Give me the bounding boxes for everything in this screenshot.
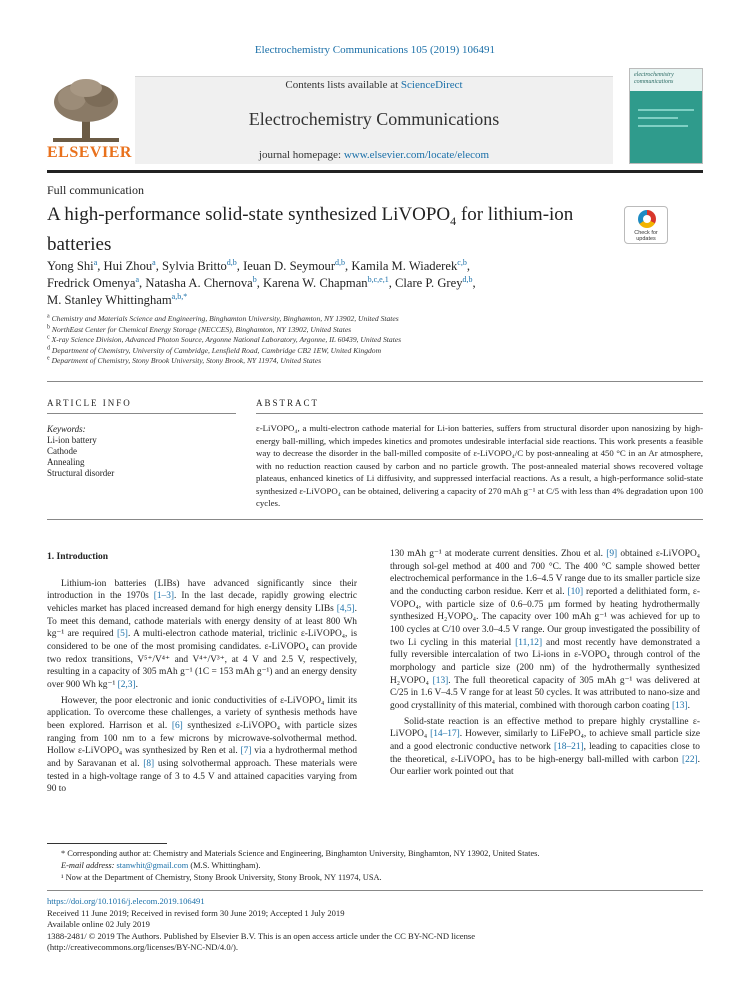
paragraph-text: synthesized ε-LiVOPO₄ with particle sizes ranging from 100 nm to a few microns by microwave-solvothermal method. Hollow ε-LiVOPO₄ was synthesized by Ren et al. — [47, 720, 357, 757]
check-updates-icon — [638, 210, 656, 228]
email-owner: (M.S. Whittingham). — [188, 861, 261, 870]
citation-link[interactable]: [9] — [606, 549, 618, 559]
contents-prefix: Contents lists available at — [285, 79, 401, 91]
paragraph-text: and most recently have demonstrated a fully reversible intercalation of two Li-ions in ε-VOPO₄ through control of the morphology and particle size (200 nm) of the hydrothermally synthesized H₂VOPO₄ — [390, 637, 700, 686]
author-affiliation-marker[interactable]: a,b,* — [171, 291, 188, 301]
author-separator: , — [472, 276, 476, 290]
affiliation-item — [47, 335, 687, 346]
author-affiliation-marker[interactable]: a — [152, 257, 156, 267]
paragraph-text: . However, similarly to LiFePO₄, to achieve small particle size and a good electronic conductive network — [390, 729, 700, 752]
author-affiliation-marker[interactable]: d,b — [226, 257, 237, 267]
author-separator: , — [256, 276, 264, 290]
body-left-column — [47, 548, 357, 799]
homepage-link[interactable]: www.elsevier.com/locate/elecom — [343, 149, 490, 161]
author-separator: , — [139, 276, 146, 290]
paragraph-text: using solvothermal approach. These materials were tested in a high-voltage range of 3 to 4.5 V and attained capacities varying from 90 to — [47, 758, 357, 795]
paragraph-text: . — [135, 679, 138, 690]
paragraph-text: 130 mAh g⁻¹ at moderate current densities. Zhou et al. — [390, 549, 607, 559]
author-name[interactable]: M. Stanley Whittingham — [47, 293, 172, 307]
tree-icon — [47, 78, 125, 144]
author-affiliation-marker[interactable]: a — [135, 274, 140, 284]
article-type: Full communication — [47, 183, 144, 197]
publisher-name: ELSEVIER — [47, 144, 132, 161]
paragraph-text: , leading to capacities close to the theoretical, ε-LiVOPO₄ has to be high-energy ball-milled with carbon — [390, 741, 700, 765]
affiliation-text: X-ray Science Division, Advanced Photon Source, Argonne National Laboratory, Argonne, IL 60439, United States — [51, 335, 402, 344]
abstract-divider — [256, 413, 703, 414]
author-name[interactable]: Natasha A. Chernova — [145, 276, 253, 290]
affiliation-item — [47, 346, 687, 357]
citation-link[interactable]: [22] — [682, 754, 698, 765]
abstract-heading: ABSTRACT — [256, 398, 320, 408]
paragraph — [390, 716, 700, 779]
article-info-divider — [47, 413, 236, 414]
paragraph-text: . To meet this demand, cathode materials with energy density of at least 800 Wh kg⁻¹ are required — [47, 603, 357, 640]
license-text: 1388-2481/ © 2019 The Authors. Published by Elsevier B.V. This is an open access article under the CC BY-NC-ND license — [47, 930, 476, 941]
citation-link[interactable]: [11,12] — [515, 637, 543, 648]
keyword-item: Structural disorder — [47, 468, 115, 478]
affiliation-text: Chemistry and Materials Science and Engineering, Binghamton University, Binghamton, NY 13902, United States — [51, 314, 399, 323]
keywords-label: Keywords: — [47, 424, 86, 434]
journal-header — [47, 68, 703, 164]
footnote-divider — [47, 843, 167, 844]
abstract-text: ε-LiVOPO₄, a multi-electron cathode material for Li-ion batteries, suffers from structural disorder upon nanosizing by high-energy ball-milling, which impedes kinetics and promotes undesirable interfacial side reactions. This work presents a feasible way to decrease the disorder in the ball-milled composite of ε-LiVOPO₄/C by post-annealing at 450 °C in an Ar atmosphere, with no reduction reaction caused by carbon and no particle growth. The post-annealed material shows recovered voltage plateaus, enhanced kinetics of Li diffusivity, and suppressed interfacial reactions. As a result, a high-performance solid-state synthesized ε-LiVOPO₄ can be obtained, delivering a capacity of 270 mAh g⁻¹ at C/5 with less than 4% degradation upon 100 cycles. — [256, 423, 703, 508]
corresponding-author-note: * Corresponding author at: Chemistry and Materials Science and Engineering, Binghamton University, Binghamton, NY 13902, United States. — [61, 849, 540, 858]
section-divider — [47, 519, 703, 520]
author-separator: , — [155, 259, 163, 273]
author-list — [47, 258, 687, 309]
header-divider — [47, 170, 703, 173]
contents-line — [135, 79, 613, 91]
paragraph-text: reported a delithiated form, ε-VOPO₄, with particle size of 0.6–0.75 μm formed by heating hydrothermally synthesized H₂VOPO₄. The capacity over 100 mAh g⁻¹ was achieved for up to 100 cycles at C/10 over 3.0–4.5 V range. Our group investigated the possibility of two Li cycling in this material — [390, 586, 700, 648]
journal-reference-link[interactable]: Electrochemistry Communications 105 (2019) 106491 — [254, 44, 496, 56]
citation-link[interactable]: [14–17] — [430, 729, 460, 740]
email-link[interactable]: stanwhit@gmail.com — [116, 861, 189, 870]
paragraph-text: obtained ε-LiVOPO₄ through sol-gel method at 400 and 700 °C. The 400 °C sample showed better electrochemical performance in the 1.6–4.5 V range due to its smaller particle size and the conducting carbon residue. Kerr et al. — [390, 549, 701, 597]
author-name[interactable]: Fredrick Omenya — [47, 276, 136, 290]
journal-title: Electrochemistry Communications — [248, 109, 500, 129]
affiliation-text: Department of Chemistry, Stony Brook University, Stony Brook, NY 11974, United States — [51, 356, 322, 365]
affiliation-item — [47, 325, 687, 336]
paragraph-text: . — [687, 700, 690, 711]
email-line — [47, 860, 703, 872]
author-name[interactable]: Karena W. Chapman — [263, 276, 368, 290]
author-separator: , — [466, 259, 470, 273]
citation-link[interactable]: [5] — [117, 629, 128, 640]
paragraph-text: . Our earlier work pointed out that — [390, 754, 700, 778]
footnotes — [47, 848, 703, 884]
author-name[interactable]: Yong Shi — [47, 259, 94, 273]
keyword-item: Li-ion battery — [47, 435, 97, 445]
affiliation-marker: d — [47, 344, 50, 351]
affiliation-text: Department of Chemistry, University of Cambridge, Lensfield Road, Cambridge CB2 1EW, United Kingdom — [51, 345, 382, 355]
citation-link[interactable]: [7] — [240, 746, 252, 757]
article-title — [47, 203, 607, 257]
cover-title: electrochemistry communications — [634, 72, 674, 85]
citation-link[interactable]: [4,5] — [336, 603, 355, 614]
received-dates: Received 11 June 2019; Received in revised form 30 June 2019; Accepted 1 July 2019 — [47, 907, 345, 918]
footnote-1: ¹ Now at the Department of Chemistry, Stony Brook University, Stony Brook, NY 11974, USA. — [61, 873, 382, 882]
title-main: A high-performance solid-state synthesized LiVOPO — [47, 204, 451, 225]
homepage-line — [135, 149, 613, 161]
author-affiliation-marker[interactable]: d,b — [462, 274, 473, 284]
author-affiliation-marker[interactable]: d,b — [335, 257, 346, 267]
citation-link[interactable]: [1–3] — [153, 591, 175, 602]
badge-label: Check for updates — [634, 230, 658, 242]
paragraph — [47, 578, 357, 692]
author-name[interactable]: Sylvia Britto — [162, 259, 227, 273]
paragraph-text: . In the last decade, rapidly growing electric vehicles market has placed increased demand for high energy density LIBs — [47, 591, 357, 614]
article-info-heading: ARTICLE INFO — [47, 398, 132, 408]
title-end: for lithium-ion batteries — [47, 204, 574, 255]
author-name[interactable]: Kamila M. Wiaderek — [351, 259, 458, 273]
citation-link[interactable]: [8] — [143, 758, 155, 769]
paragraph-text: via a hydrothermal method and by Saravanan et al. — [47, 746, 358, 769]
affiliation-marker: b — [47, 323, 50, 330]
footer-divider — [47, 890, 703, 891]
affiliation-list — [47, 314, 687, 367]
cover-decoration — [638, 125, 688, 127]
homepage-label: journal homepage: — [258, 149, 344, 161]
author-separator: , — [97, 259, 104, 273]
cover-decoration — [638, 117, 678, 119]
author-separator: , — [388, 276, 395, 290]
section-heading-introduction: 1. Introduction — [47, 552, 109, 562]
author-affiliation-marker[interactable]: b — [252, 274, 257, 284]
paragraph-text: Lithium-ion batteries (LIBs) have advanced significantly since their introduction in the 1970s — [47, 578, 357, 602]
affiliation-marker: c — [47, 334, 50, 341]
title-subscript: 4 — [450, 213, 457, 228]
paragraph — [47, 695, 357, 796]
check-for-updates-button[interactable] — [624, 206, 668, 244]
doi-link[interactable]: https://doi.org/10.1016/j.elecom.2019.106491 — [47, 896, 205, 906]
citation-link[interactable]: [13] — [671, 700, 688, 711]
citation-link[interactable]: [18–21] — [553, 741, 584, 752]
email-label: E-mail address: — [61, 861, 117, 870]
online-date: Available online 02 July 2019 — [47, 919, 150, 929]
author-affiliation-marker[interactable]: b,c,e,1 — [367, 274, 389, 284]
section-divider — [47, 381, 703, 382]
elsevier-tree-logo — [47, 78, 132, 162]
affiliation-text: NorthEast Center for Chemical Energy Storage (NECCES), Binghamton, NY 13902, United States — [51, 324, 352, 334]
journal-banner — [135, 76, 613, 164]
paragraph-text: However, the poor electronic and ionic conductivities of ε-LiVOPO₄ limit its application. To overcome these challenges, a variety of synthesis methods have been explored. Harrison et al. — [47, 695, 357, 731]
journal-cover-image[interactable] — [629, 68, 703, 164]
affiliation-marker: a — [47, 313, 50, 320]
keyword-list — [47, 435, 114, 479]
author-separator: , — [345, 259, 352, 273]
author-affiliation-marker[interactable]: a — [93, 257, 98, 267]
citation-link[interactable]: [10] — [567, 586, 584, 597]
affiliation-marker: e — [47, 355, 50, 362]
paragraph-text: . The full theoretical capacity of 305 mAh g⁻¹ was delivered at C/25 in 1.6 V–4.5 V range for at least 50 cycles. It was attributed to nano-size and good crystallinity of this material, combined with thorough carbon coating — [390, 675, 700, 711]
author-name[interactable]: Clare P. Grey — [395, 276, 463, 290]
citation-link[interactable]: [6] — [171, 720, 183, 731]
cover-decoration — [638, 109, 694, 111]
publication-info — [47, 896, 703, 954]
keyword-item: Annealing — [47, 457, 85, 467]
author-affiliation-marker[interactable]: c,b — [457, 257, 467, 267]
author-separator: , — [236, 259, 244, 273]
license-url[interactable]: (http://creativecommons.org/licenses/BY-NC-ND/4.0/). — [47, 942, 239, 952]
author-name[interactable]: Hui Zhou — [103, 259, 153, 273]
paragraph-text: Solid-state reaction is an effective method to prepare highly crystalline ε-LiVOPO₄ — [390, 716, 700, 740]
author-name[interactable]: Ieuan D. Seymour — [243, 259, 336, 273]
affiliation-item — [47, 314, 687, 325]
keyword-item: Cathode — [47, 446, 77, 456]
affiliation-item — [47, 356, 687, 367]
sciencedirect-link[interactable]: ScienceDirect — [400, 79, 463, 91]
paragraph — [390, 548, 700, 713]
citation-link[interactable]: [13] — [432, 675, 449, 686]
paragraph-text: . A multi-electron cathode material, triclinic ε-LiVOPO₄, is considered to be one of the most promising candidates. ε-LiVOPO₄ can provide two redox transitions, V⁵⁺/V⁴⁺ and V⁴⁺/V³⁺, at 4 V and 2.5 V, respectively, resulting in a capacity of 305 mAh g⁻¹ (1C = 153 mAh g⁻¹) and an energy density over 900 Wh kg⁻¹ — [47, 629, 358, 690]
body-right-column — [390, 548, 700, 782]
citation-link[interactable]: [2,3] — [117, 679, 136, 690]
